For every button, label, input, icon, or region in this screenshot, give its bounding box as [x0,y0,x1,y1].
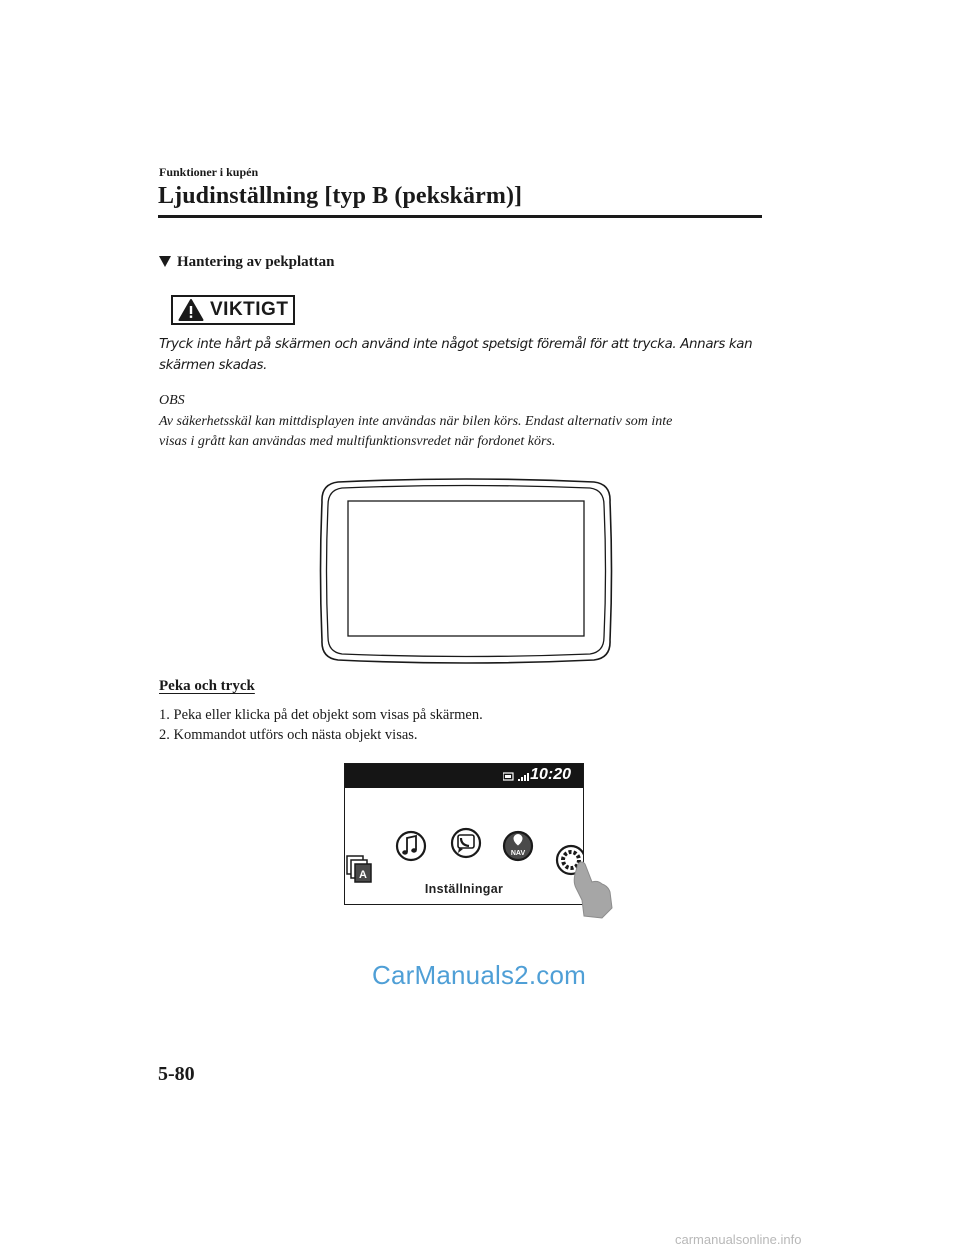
page-number: 5-80 [158,1063,195,1085]
apps-badge: A [359,869,367,881]
warning-icon [178,298,204,322]
note-text-line: visas i grått kan användas med multifunktionsvredet när fordonet körs. [159,434,556,449]
display-illustration [318,478,614,664]
footer-brand: carmanualsonline.info [675,1232,802,1247]
music-icon[interactable] [397,832,425,860]
apps-icon[interactable] [347,856,371,882]
step-item: 1. Peka eller klicka på det objekt som visas på skärmen. [159,707,483,723]
triangle-bullet-icon [159,256,171,267]
phone-icon[interactable] [452,829,480,857]
step-list [159,705,483,745]
step-item: 2. Kommandot utförs och nästa objekt visas. [159,727,418,743]
nav-badge: NAV [510,850,526,857]
gesture-title: Peka och tryck [159,678,255,694]
selected-item-label: Inställningar [424,882,504,896]
screen-illustration [344,763,584,905]
note-text [159,412,774,452]
watermark: CarManuals2.com [372,960,586,990]
navigation-icon[interactable] [504,832,532,860]
note-label: OBS [159,393,185,408]
page-title: Ljudinställning [typ B (pekskärm)] [158,183,523,209]
subheading-text: Hantering av pekplattan [177,254,335,270]
warning-box [171,295,295,325]
warning-label: VIKTIGT [210,299,289,320]
note-text-line: Av säkerhetsskäl kan mittdisplayen inte användas när bilen körs. Endast alternativ som inte [159,414,673,429]
warning-text-line: Tryck inte hårt på skärmen och använd inte något spetsigt föremål för att trycka. Annars kan [159,337,753,352]
section-label: Funktioner i kupén [159,165,259,179]
finger-pointer-icon [570,860,614,920]
subheading [159,254,335,271]
warning-text [159,334,769,376]
title-divider [158,215,762,218]
warning-text-line: skärmen skadas. [159,358,268,373]
clock-time: 10:20 [530,766,571,783]
